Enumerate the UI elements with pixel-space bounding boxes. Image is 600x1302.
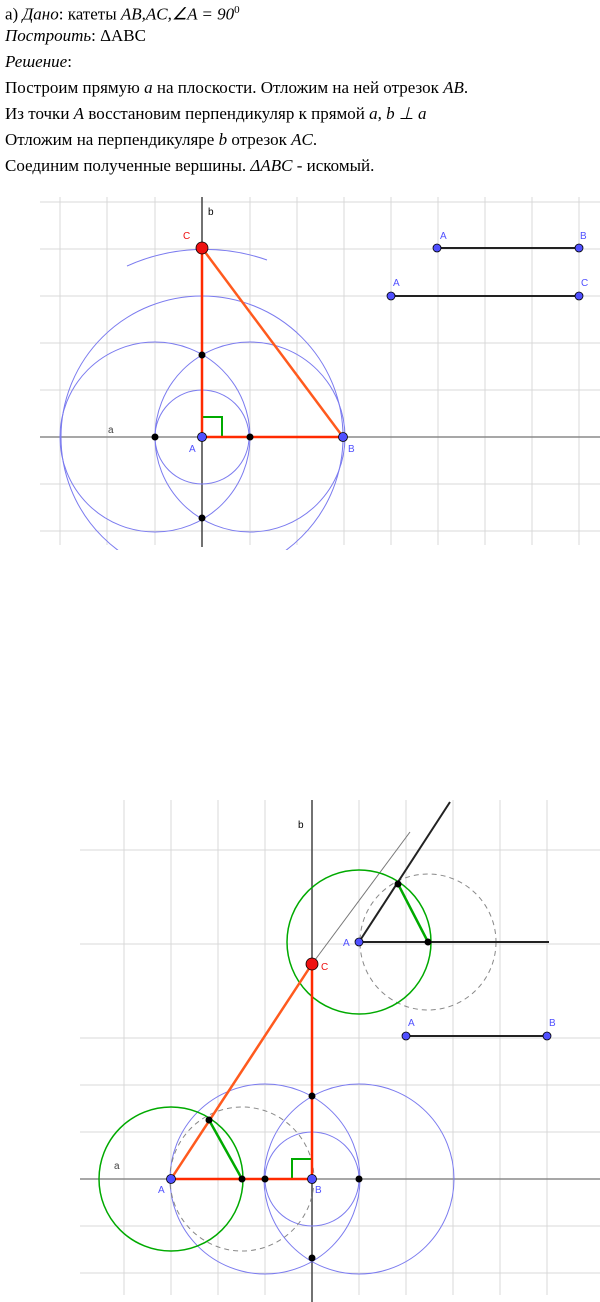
label-C-b: C	[321, 962, 329, 973]
part-a-given: а) Дано: катеты AB,AC,∠A = $90^0$	[5, 4, 240, 24]
points-a	[152, 242, 584, 522]
label-seg1-A: A	[440, 231, 447, 242]
part-a-text	[5, 0, 597, 179]
part-a-step-4: Соединим полученные вершины. ΔABC - искомый.	[5, 156, 375, 175]
label-B-a: B	[348, 444, 355, 455]
label-a-b: a	[114, 1161, 120, 1172]
label-b-a: b	[208, 207, 214, 218]
point-B-a	[339, 433, 348, 442]
labels-a	[108, 207, 588, 455]
label-C-a: C	[183, 231, 191, 242]
part-a-figure	[0, 195, 600, 550]
point-A-angle	[355, 938, 363, 946]
part-a-step-1: Построим прямую a на плоскости. Отложим на ней отрезок AB.	[5, 78, 469, 97]
point-B-b	[308, 1175, 317, 1184]
point-A-b	[167, 1175, 176, 1184]
figure-b-canvas	[0, 800, 600, 1302]
label-seg2-C: C	[581, 278, 589, 289]
label-b-b: b	[298, 820, 304, 831]
dashed-circles-b	[170, 874, 496, 1251]
grid-b	[80, 800, 600, 1295]
label-seg-A-b: A	[408, 1018, 415, 1029]
part-a-solution-heading: Решение:	[5, 52, 72, 71]
label-A-b: A	[158, 1185, 165, 1196]
label-angle-A: A	[343, 938, 350, 949]
label-seg1-B: B	[580, 231, 587, 242]
point-A-a	[198, 433, 207, 442]
point-C-b	[306, 958, 318, 970]
label-seg2-A: A	[393, 278, 400, 289]
green-chord-given	[398, 884, 428, 942]
label-seg-B-b: B	[549, 1018, 556, 1029]
label-B-b: B	[315, 1185, 322, 1196]
part-a-step-2: Из точки A восстановим перпендикуляр к прямой a, b ⊥ a	[5, 104, 427, 123]
figure-a-canvas	[0, 195, 600, 550]
part-a-construct: Построить: ΔABC	[5, 26, 146, 45]
label-A-a: A	[189, 444, 196, 455]
grid-a	[40, 197, 600, 545]
part-a-step-3: Отложим на перпендикуляре b отрезок AC.	[5, 130, 318, 149]
hypotenuse-AC-b	[171, 964, 312, 1179]
part-b-figure	[0, 800, 600, 1302]
label-a-a: a	[108, 425, 114, 436]
labels-b	[114, 820, 556, 1196]
point-C-a	[196, 242, 208, 254]
